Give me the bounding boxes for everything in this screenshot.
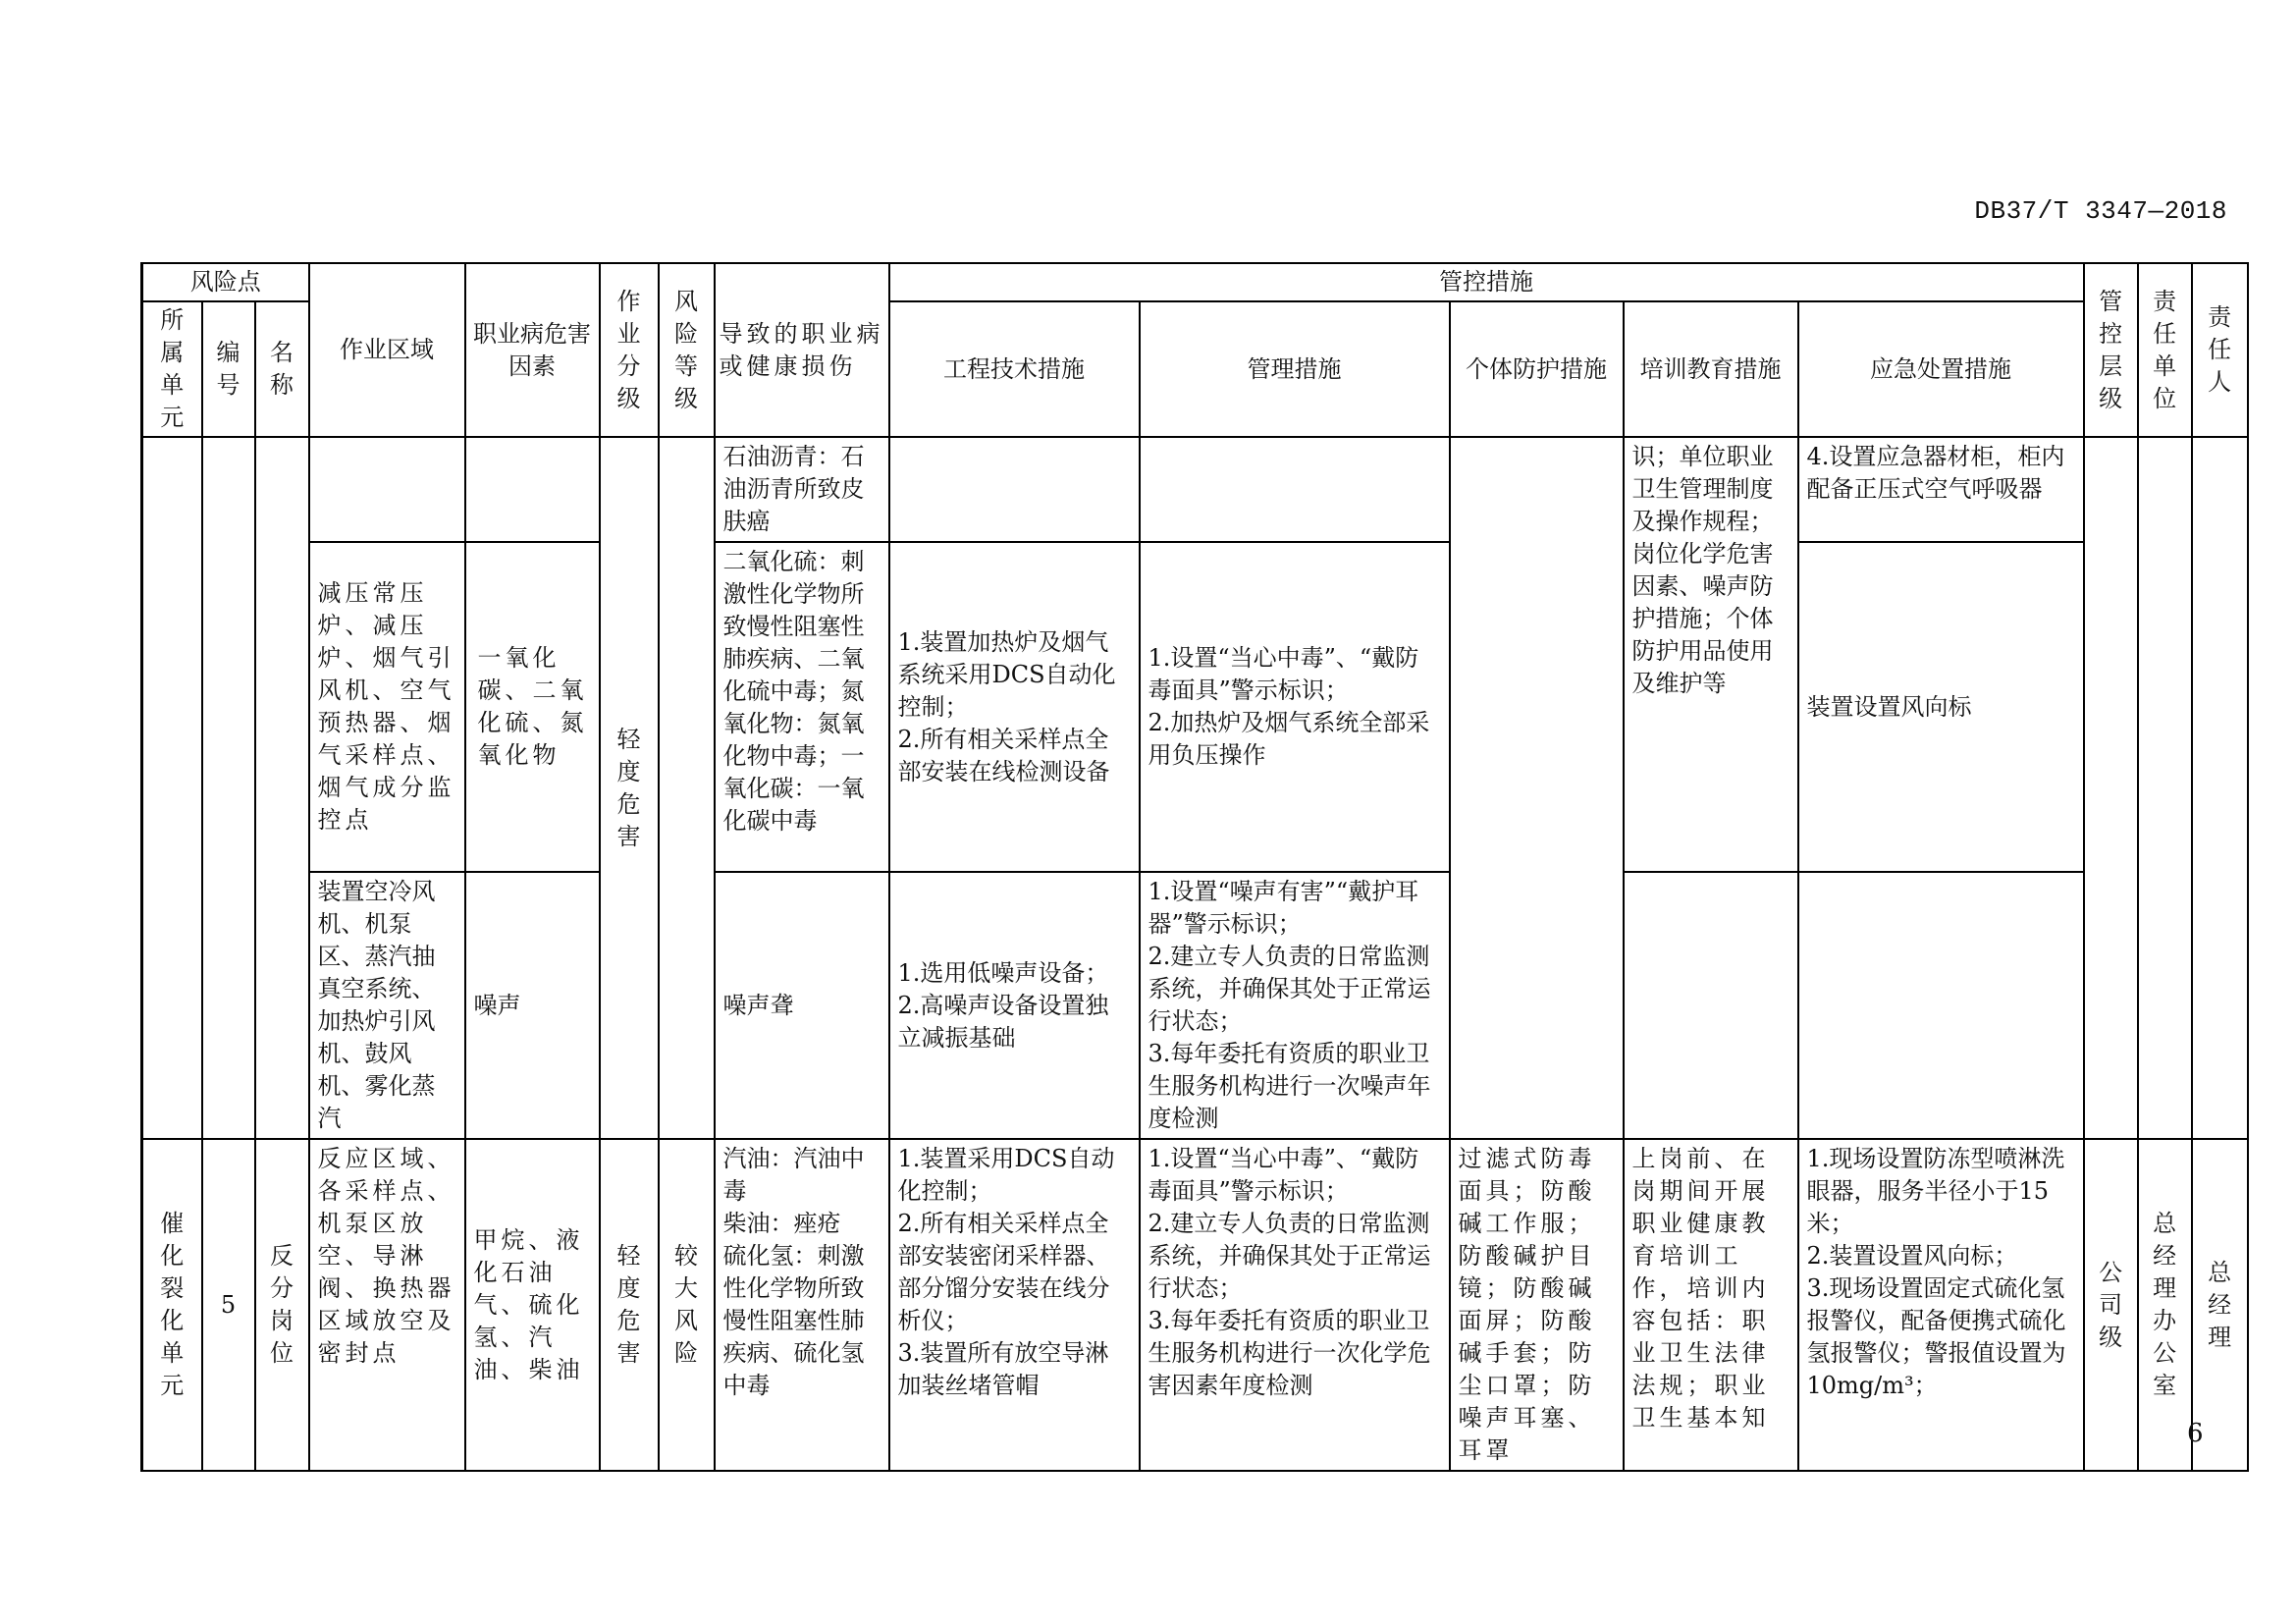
cell-name-empty [255,437,309,1139]
table-row [142,872,2248,1139]
header-work-area: 作业区域 [309,263,465,437]
page-number: 6 [2187,1419,2204,1448]
cell-engineering: 1.装置采用DCS自动化控制； 2.所有相关采样点全部安装密闭采样器、部分馏分安装在线分析仪； 3.装置所有放空导淋加装丝堵管帽 [889,1139,1140,1471]
cell-risk-level: 较大风险 [674,1242,698,1367]
cell-number: 5 [202,1139,255,1471]
cell-hazard-empty [465,437,600,542]
header-hazard: 职业病危害因素 [465,263,600,437]
cell-emergency-empty [1798,872,2084,1139]
cell-disease: 石油沥青：石油沥青所致皮肤癌 [715,437,889,542]
header-control: 管控措施 [889,263,2084,301]
cell-work-area: 装置空冷风机、机泵区、蒸汽抽真空系统、加热炉引风机、鼓风机、雾化蒸汽 [309,872,465,1139]
header-training: 培训教育措施 [1624,301,1798,437]
document-code: DB37/T 3347—2018 [1974,196,2227,226]
cell-work-area: 反应区域、各采样点、机泵区放空、导淋阀、换热器区域放空及密封点 [309,1139,465,1471]
cell-disease: 噪声聋 [715,872,889,1139]
cell-ppe: 过滤式防毒面具；防酸碱工作服；防酸碱护目镜；防酸碱面屏；防酸碱手套；防尘口罩；防噪声耳塞、耳罩 [1450,1139,1624,1471]
cell-management: 1.设置“当心中毒”、“戴防毒面具”警示标识； 2.加热炉及烟气系统全部采用负压操作 [1140,542,1450,872]
header-resp-unit: 责任单位 [2153,287,2177,412]
cell-disease: 汽油：汽油中毒 柴油：痤疮 硫化氢：刺激性化学物所致慢性阻塞性肺疾病、硫化氢中毒 [715,1139,889,1471]
cell-resp-unit: 总经理办公室 [2153,1210,2177,1399]
cell-management: 1.设置“当心中毒”、“戴防毒面具”警示标识； 2.建立专人负责的日常监测系统，并确保其处于正常运行状态； 3.每年委托有资质的职业卫生服务机构进行一次化学危害因素年度检测 [1140,1139,1450,1471]
table-row [142,437,2248,542]
header-ppe: 个体防护措施 [1450,301,1624,437]
cell-work-area: 减压常压炉、减压炉、烟气引风机、空气预热器、烟气采样点、烟气成分监控点 [309,542,465,872]
header-emergency: 应急处置措施 [1798,301,2084,437]
cell-resp-person: 总经理 [2208,1258,2232,1351]
cell-emergency: 装置设置风向标 [1798,542,2084,872]
header-disease: 导致的职业病或健康损伤 [715,263,889,437]
cell-hazard: 甲烷、液化石油气、硫化氢、汽油、柴油 [465,1139,600,1471]
cell-control-level: 公司级 [2099,1258,2123,1351]
table-row [142,1139,2248,1471]
cell-control-level-empty [2084,437,2138,1139]
cell-engineering: 1.装置加热炉及烟气系统采用DCS自动化控制； 2.所有相关采样点全部安装在线检测设备 [889,542,1140,872]
cell-work-grade: 轻度危害 [616,725,641,850]
cell-training: 识；单位职业卫生管理制度及操作规程；岗位化学危害因素、噪声防护措施；个体防护用品使用及维护等 [1624,437,1798,872]
header-work-grade: 作业分级 [616,287,641,412]
header-risk-level: 风险等级 [674,287,698,412]
header-unit: 所属单元 [160,306,185,431]
cell-resp-unit-empty [2138,437,2192,1139]
cell-resp-person-empty [2192,437,2248,1139]
cell-ppe-empty [1450,437,1624,1139]
cell-hazard: 一氧化碳、二氧化硫、氮氧化物 [465,542,600,872]
risk-control-table [140,262,2249,1472]
cell-unit-empty [142,437,202,1139]
cell-training-empty [1624,872,1798,1139]
cell-engineering: 1.选用低噪声设备； 2.高噪声设备设置独立减振基础 [889,872,1140,1139]
cell-work-area-empty [309,437,465,542]
table-row [142,542,2248,872]
cell-work-grade: 轻度危害 [616,1242,641,1367]
cell-training: 上岗前、在岗期间开展职业健康教育培训工作，培训内容包括：职业卫生法律法规；职业卫生基本知 [1624,1139,1798,1471]
cell-risk-level-empty [659,437,715,1139]
cell-unit: 催化裂化单元 [160,1210,185,1399]
header-number: 编号 [216,339,240,399]
cell-engineering-empty [889,437,1140,542]
cell-emergency: 4.设置应急器材柜，柜内配备正压式空气呼吸器 [1798,437,2084,542]
header-resp-person: 责任人 [2208,303,2232,396]
header-name: 名称 [270,339,294,399]
cell-name: 反分岗位 [270,1242,294,1367]
cell-emergency: 1.现场设置防冻型喷淋洗眼器，服务半径小于15米； 2.装置设置风向标； 3.现场设置固定式硫化氢报警仪，配备便携式硫化氢报警仪；警报值设置为10mg/m³； [1798,1139,2084,1471]
cell-hazard: 噪声 [465,872,600,1139]
cell-management-empty [1140,437,1450,542]
header-risk-point: 风险点 [142,263,309,301]
header-management: 管理措施 [1140,301,1450,437]
cell-disease: 二氧化硫：刺激性化学物所致慢性阻塞性肺疾病、二氧化硫中毒；氮氧化物：氮氧化物中毒；一氧化碳：一氧化碳中毒 [715,542,889,872]
header-engineering: 工程技术措施 [889,301,1140,437]
cell-number-empty [202,437,255,1139]
cell-management: 1.设置“噪声有害”“戴护耳器”警示标识； 2.建立专人负责的日常监测系统，并确保其处于正常运行状态； 3.每年委托有资质的职业卫生服务机构进行一次噪声年度检测 [1140,872,1450,1139]
header-control-level: 管控层级 [2099,287,2123,412]
